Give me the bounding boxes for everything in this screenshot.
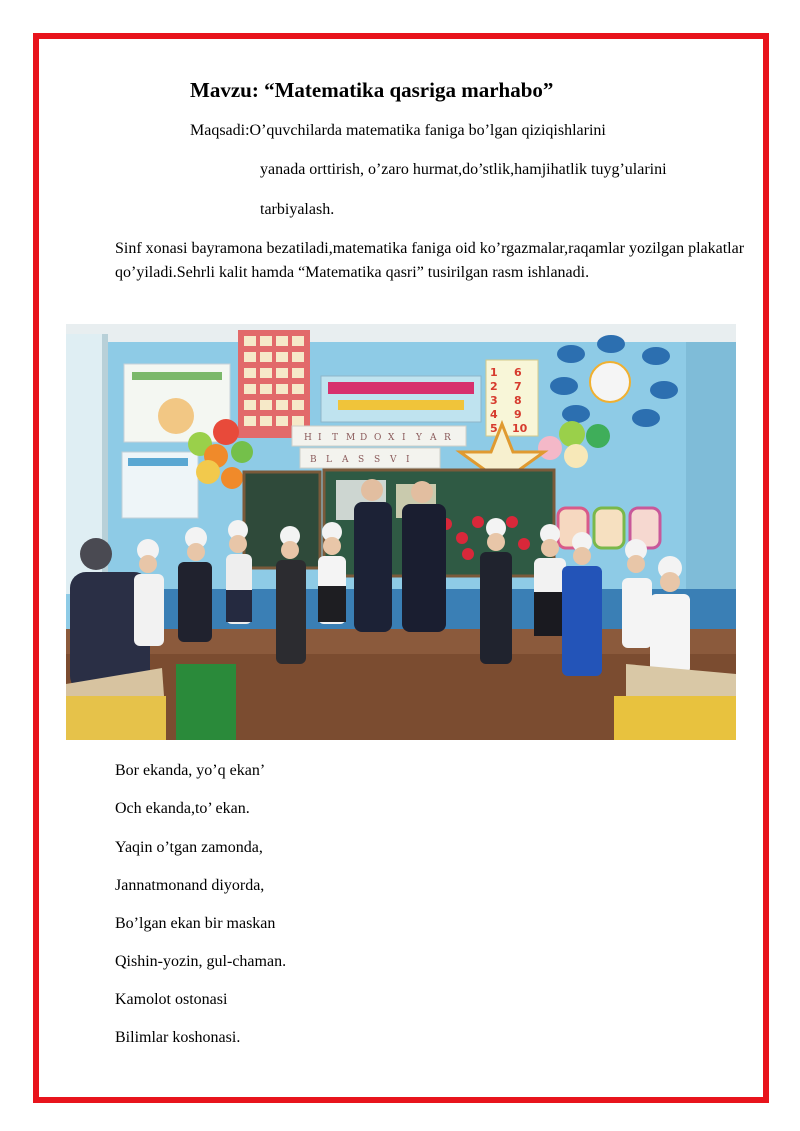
- banner-letter: A: [342, 455, 349, 465]
- poster-number: 6: [514, 366, 522, 379]
- aim-line-1: Maqsadi:O’quvchilarda matematika faniga bo’lgan qiziqishlarini: [190, 122, 606, 139]
- poster-number: 3: [490, 394, 498, 407]
- banner-letter: T: [332, 433, 339, 443]
- banner-letter: I: [406, 455, 410, 465]
- poster-number: 2: [490, 380, 498, 393]
- aim-line-2: yanada orttirish, o’zaro hurmat,do’stlik,hamjihatlik tuyg’ularini: [260, 161, 667, 178]
- poster-number: 10: [512, 422, 528, 435]
- banner-letter: B: [310, 455, 317, 465]
- banner-letter: Y: [416, 433, 422, 443]
- banner-letter: S: [374, 455, 381, 465]
- banner-letter: R: [444, 433, 451, 443]
- banner-letter: H: [304, 433, 312, 443]
- poem-line: Qishin-yozin, gul-chaman.: [115, 953, 287, 970]
- poem-line: Yaqin o’tgan zamonda,: [115, 839, 263, 856]
- poster-number: 9: [514, 408, 522, 421]
- poster-number: 8: [514, 394, 522, 407]
- banner-letter: V: [390, 455, 397, 465]
- poem-line: Bilimlar koshonasi.: [115, 1029, 241, 1046]
- banner-letter: D: [360, 433, 368, 443]
- poem-line: Bor ekanda, yo’q ekan’: [115, 762, 266, 779]
- poem-line: Bo’lgan ekan bir maskan: [115, 915, 276, 932]
- page-title: Mavzu: “Matematika qasriga marhabo”: [190, 78, 554, 102]
- banner-letter: O: [374, 433, 382, 443]
- poster-number: 7: [514, 380, 522, 393]
- banner-letter: L: [326, 455, 332, 465]
- poster-number: 5: [490, 422, 498, 435]
- poem-line: Kamolot ostonasi: [115, 991, 228, 1008]
- poem-line: Och ekanda,to’ ekan.: [115, 800, 250, 817]
- poster-number: 4: [490, 408, 498, 421]
- poem-line: Jannatmonand diyorda,: [115, 877, 265, 894]
- intro-paragraph: Sinf xonasi bayramona bezatiladi,matematika faniga oid ko’rgazmalar,raqamlar yozilgan plakatlar qo’yiladi.Sehrli kalit hamda “Matematika qasri” tusirilgan rasm ishlanadi.: [115, 240, 745, 281]
- banner-letter: S: [358, 455, 365, 465]
- aim-line-3: tarbiyalash.: [260, 201, 335, 218]
- banner-letter: A: [430, 433, 437, 443]
- banner-letter: I: [402, 433, 406, 443]
- banner-letter: X: [388, 433, 395, 443]
- banner-letter: I: [318, 433, 322, 443]
- poster-number: 1: [490, 366, 498, 379]
- classroom-photo: [66, 324, 736, 740]
- banner-letter: M: [346, 433, 356, 443]
